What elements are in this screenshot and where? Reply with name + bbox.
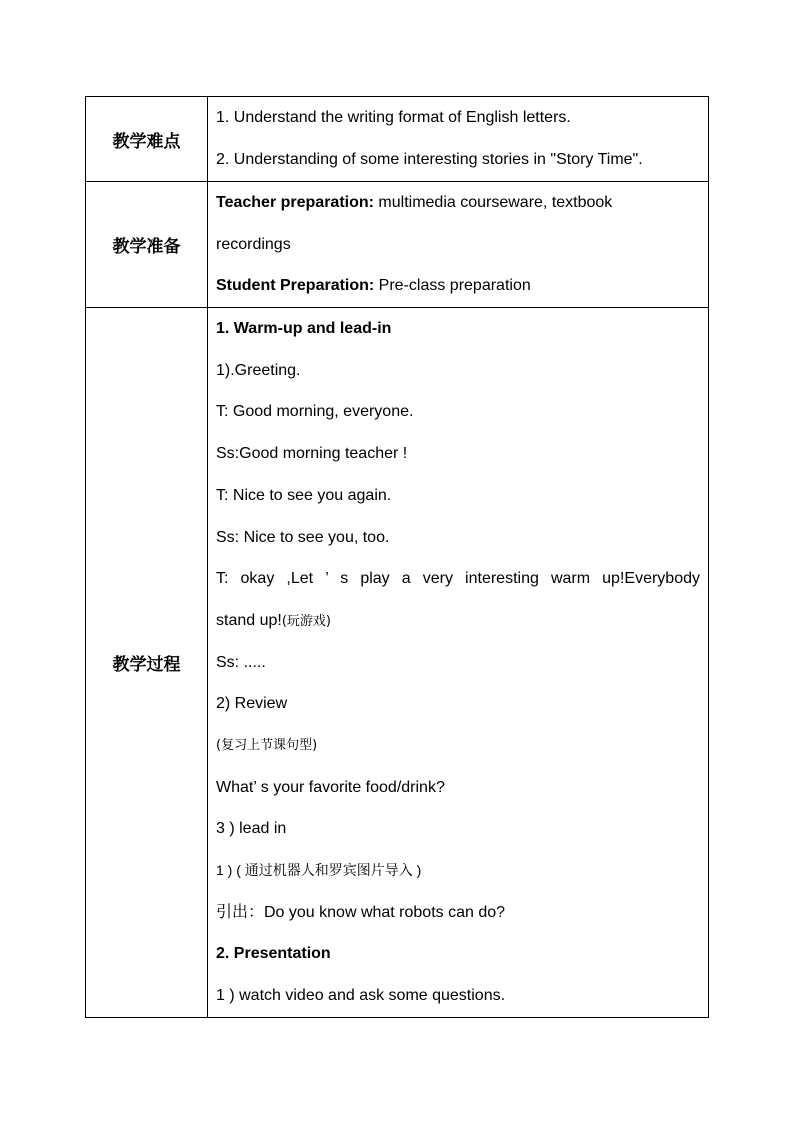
text-line: What’ s your favorite food/drink? bbox=[216, 778, 445, 796]
chinese-note-line: (复习上节课句型) bbox=[216, 737, 318, 753]
table-row bbox=[86, 182, 709, 308]
row-content-teaching-difficulties bbox=[208, 97, 709, 182]
row-label-teaching-process: 教学过程 bbox=[86, 308, 208, 1018]
text-line: 1 ) watch video and ask some questions. bbox=[216, 987, 506, 1005]
text-line: T: Nice to see you again. bbox=[216, 486, 392, 504]
text-line: Ss: ..... bbox=[216, 653, 266, 671]
student-preparation-line bbox=[216, 265, 700, 307]
text-line: 2) Review bbox=[216, 695, 288, 713]
text-line: T: Good morning, everyone. bbox=[216, 403, 414, 421]
row-label-teaching-difficulties: 教学难点 bbox=[86, 97, 208, 182]
table-row bbox=[86, 97, 709, 182]
text-line: 2. Understanding of some interesting stories in "Story Time". bbox=[216, 150, 643, 168]
teacher-preparation-text: multimedia courseware, textbook bbox=[373, 194, 613, 211]
teacher-preparation-continued: recordings bbox=[216, 235, 291, 253]
text-line: 1 ) ( 通过机器人和罗宾图片导入 ) bbox=[216, 862, 422, 878]
teacher-preparation-label: Teacher preparation: bbox=[216, 194, 374, 211]
teacher-preparation-line bbox=[216, 182, 700, 224]
table-row bbox=[86, 308, 709, 1018]
text-line: Ss: Nice to see you, too. bbox=[216, 528, 390, 546]
text-line: 1).Greeting. bbox=[216, 361, 301, 379]
text-line: 3 ) lead in bbox=[216, 820, 287, 838]
text-line: 引出：Do you know what robots can do? bbox=[216, 903, 506, 921]
text-line: T: okay ,Let ’ s play a very interesting warm up!Everybody bbox=[216, 570, 700, 588]
text-line: Ss:Good morning teacher ! bbox=[216, 445, 408, 463]
row-label-teaching-preparation: 教学准备 bbox=[86, 182, 208, 308]
text-line bbox=[216, 600, 700, 642]
row-content-teaching-process bbox=[208, 308, 709, 1018]
lesson-plan-table bbox=[85, 96, 709, 1018]
chinese-note: (玩游戏) bbox=[281, 613, 331, 629]
section-heading-presentation: 2. Presentation bbox=[216, 945, 331, 963]
student-preparation-label: Student Preparation: bbox=[216, 277, 375, 295]
row-content-teaching-preparation bbox=[208, 182, 709, 308]
text-line: 1. Understand the writing format of English letters. bbox=[216, 109, 571, 126]
section-heading-warm-up: 1. Warm-up and lead-in bbox=[216, 320, 392, 338]
text-span: stand up! bbox=[216, 611, 282, 629]
student-preparation-text: Pre-class preparation bbox=[374, 277, 531, 295]
